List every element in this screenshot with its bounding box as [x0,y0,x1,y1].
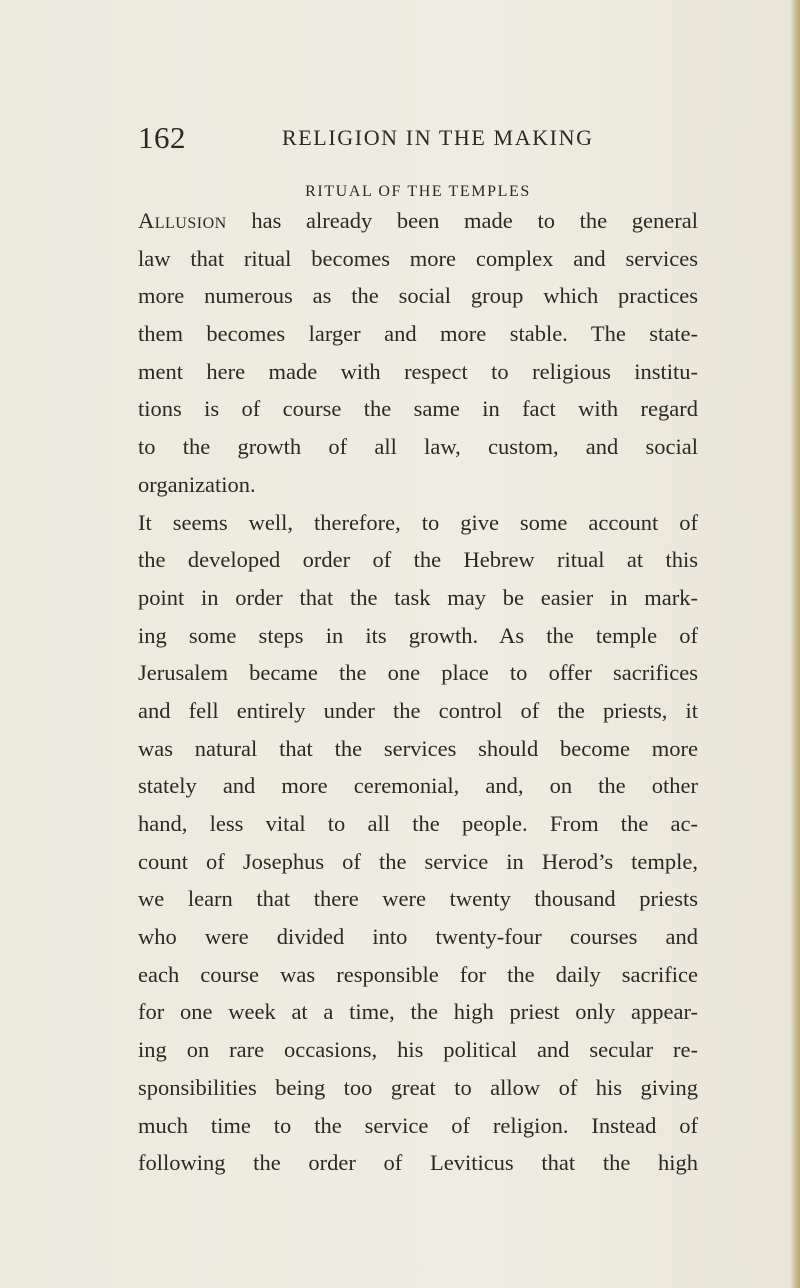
text-line: more numerous as the social group which practices [138,283,698,309]
text-line: Allusion has already been made to the general [138,208,698,233]
text-line: we learn that there were twenty thousand priests [138,886,698,912]
text-line: It seems well, therefore, to give some account of [138,509,698,535]
page-number: 162 [138,120,186,155]
text-line: organization. [138,471,256,497]
text-line: much time to the service of religion. Instead of [138,1112,698,1138]
text-line: Jerusalem became the one place to offer sacrifices [138,660,698,686]
page-edge-shadow [790,0,800,1288]
text-line: and fell entirely under the control of the priests, it [138,697,698,723]
text-line: was natural that the services should become more [138,735,698,761]
text-line: ing some steps in its growth. As the temple of [138,622,698,648]
text-line: count of Josephus of the service in Herod’s temple, [138,848,698,874]
text-line: stately and more ceremonial, and, on the other [138,773,698,799]
text-line: point in order that the task may be easier in mark- [138,584,698,610]
section-heading: RITUAL OF THE TEMPLES [305,183,531,200]
text-line: ment here made with respect to religious institu- [138,358,698,384]
text-line: for one week at a time, the high priest only appear- [138,999,698,1025]
text-line: to the growth of all law, custom, and social [138,434,698,460]
text-line: hand, less vital to all the people. From the ac- [138,811,698,836]
text-line: ing on rare occasions, his political and secular re- [138,1037,698,1063]
text-line: each course was responsible for the daily sacrifice [138,961,698,987]
text-line: them becomes larger and more stable. The state- [138,321,698,347]
text-line: sponsibilities being too great to allow of his giving [138,1074,698,1100]
body-text [138,202,698,1182]
running-head: RELIGION IN THE MAKING [282,125,594,150]
text-line: tions is of course the same in fact with regard [138,396,698,422]
text-line: law that ritual becomes more complex and services [138,245,698,271]
text-line: following the order of Leviticus that the high [138,1150,698,1176]
page-header [138,118,698,158]
text-line: the developed order of the Hebrew ritual at this [138,547,698,573]
text-line: who were divided into twenty-four courses and [138,924,698,950]
